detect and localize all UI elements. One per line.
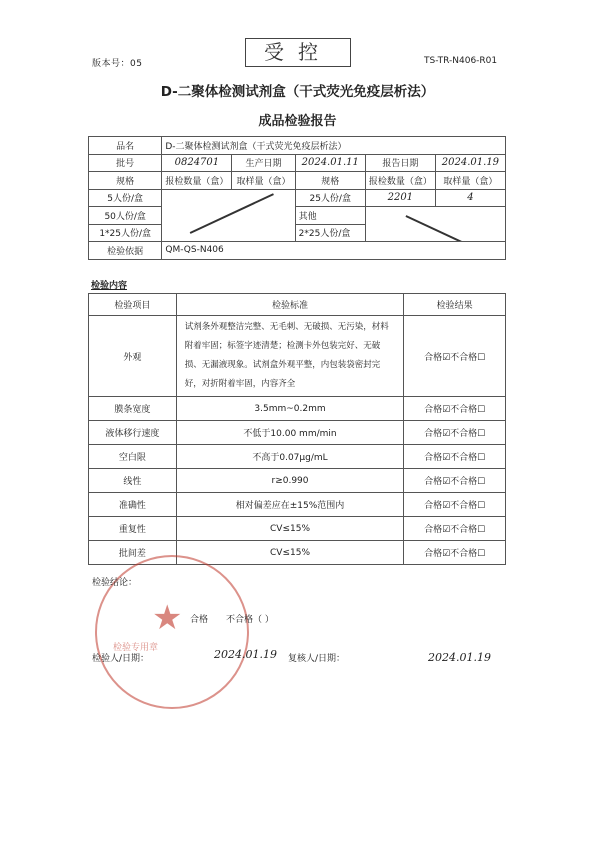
check-standard: 3.5mm~0.2mm (176, 397, 404, 421)
check-result: 合格☑不合格☐ (404, 421, 506, 445)
table-row (89, 421, 506, 445)
check-item: 外观 (89, 316, 177, 397)
reviewer-date: 2024.01.19 (428, 651, 491, 664)
spec-2x25: 2*25人份/盒 (295, 224, 365, 242)
sample-25: 4 (435, 189, 505, 207)
check-standard: CV≤15% (176, 517, 404, 541)
check-item: 批间差 (89, 541, 177, 565)
table-row (89, 316, 506, 397)
strike-line (405, 215, 489, 241)
check-standard: 试剂条外观整洁完整、无毛刺、无破损、无污染，材料附着牢固；标签字迹清楚；检测卡外包装完好、无破损、无漏液现象。试剂盒外观平整，内包装袋密封完好，对折附着牢固，内容齐全 (176, 316, 404, 397)
conclusion-pass: 合格 (190, 615, 209, 625)
basis-label: 检验依据 (89, 242, 162, 260)
sample-header: 取样量（盒） (232, 172, 295, 190)
check-item: 液体移行速度 (89, 421, 177, 445)
check-result: 合格☑不合格☐ (404, 397, 506, 421)
table-row (89, 397, 506, 421)
doc-code: TS-TR-N406-R01 (424, 56, 498, 66)
table-row (89, 445, 506, 469)
table-row (89, 469, 506, 493)
qty-25: 2201 (365, 189, 435, 207)
check-result: 合格☑不合格☐ (404, 316, 506, 397)
check-standard: r≥0.990 (176, 469, 404, 493)
spec-25: 25人份/盒 (295, 189, 365, 207)
product-value: D-二聚体检测试剂盒（干式荧光免疫层析法） (162, 137, 506, 155)
check-standard: CV≤15% (176, 541, 404, 565)
col-standard-header: 检验标准 (176, 294, 404, 316)
sample-header-2: 取样量（盒） (435, 172, 505, 190)
document-subtitle: 成品检验报告 (258, 114, 337, 129)
strike-line (190, 193, 274, 233)
document-title: D-二聚体检测试剂盒（干式荧光免疫层析法） (160, 84, 435, 100)
report-date-label: 报告日期 (365, 154, 435, 172)
check-result: 合格☑不合格☐ (404, 493, 506, 517)
spec-5: 5人份/盒 (89, 189, 162, 207)
check-table (88, 293, 506, 565)
basis-value: QM-QS-N406 (162, 242, 506, 260)
check-standard: 不低于10.00 mm/min (176, 421, 404, 445)
prod-date-value: 2024.01.11 (295, 154, 365, 172)
check-item: 准确性 (89, 493, 177, 517)
section-title: 检验内容 (91, 281, 128, 291)
prod-date-label: 生产日期 (232, 154, 295, 172)
check-standard: 不高于0.07μg/mL (176, 445, 404, 469)
table-row (89, 517, 506, 541)
product-label: 品名 (89, 137, 162, 155)
spec-header-2: 规格 (295, 172, 365, 190)
check-item: 重复性 (89, 517, 177, 541)
info-table (88, 136, 506, 260)
check-result: 合格☑不合格☐ (404, 445, 506, 469)
check-result: 合格☑不合格☐ (404, 541, 506, 565)
spec-other: 其他 (295, 207, 365, 225)
conclusion-label: 检验结论： (92, 578, 138, 588)
batch-value: 0824701 (162, 154, 232, 172)
reviewer-label: 复核人/日期： (288, 654, 346, 664)
check-item: 膜条宽度 (89, 397, 177, 421)
report-date-value: 2024.01.19 (435, 154, 505, 172)
inspector-date: 2024.01.19 (214, 648, 277, 661)
struck-cell-left (162, 189, 295, 242)
table-row (89, 493, 506, 517)
seal-text: 检验专用章 (113, 643, 159, 653)
check-item: 空白限 (89, 445, 177, 469)
col-item-header: 检验项目 (89, 294, 177, 316)
struck-cell-right (365, 207, 505, 242)
check-standard: 相对偏差应在±15%范围内 (176, 493, 404, 517)
spec-header: 规格 (89, 172, 162, 190)
inspector-label: 检验人/日期： (92, 654, 150, 664)
check-item: 线性 (89, 469, 177, 493)
conclusion-fail: 不合格（ ） (226, 615, 274, 625)
version-label: 版本号：05 (92, 59, 143, 69)
qty-header: 报检数量（盒） (162, 172, 232, 190)
spec-50: 50人份/盒 (89, 207, 162, 225)
check-result: 合格☑不合格☐ (404, 517, 506, 541)
col-result-header: 检验结果 (404, 294, 506, 316)
controlled-stamp: 受控 (245, 38, 351, 67)
batch-label: 批号 (89, 154, 162, 172)
spec-1x25: 1*25人份/盒 (89, 224, 162, 242)
check-result: 合格☑不合格☐ (404, 469, 506, 493)
seal-star-icon: ★ (152, 598, 183, 638)
qty-header-2: 报检数量（盒） (365, 172, 435, 190)
